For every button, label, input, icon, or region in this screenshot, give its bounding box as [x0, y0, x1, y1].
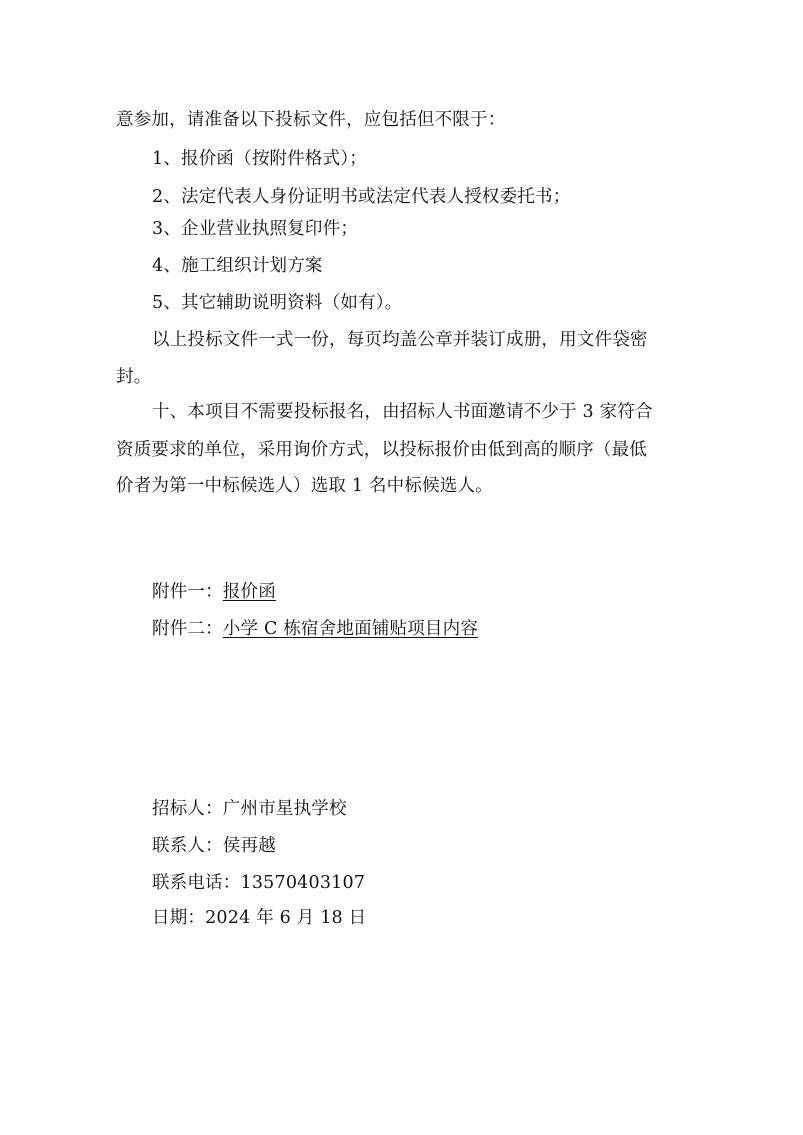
- contact-person-text: 联系人：侯再越: [152, 836, 276, 856]
- sealing-text-line2: 封。: [116, 367, 152, 387]
- clause-10-line3: 价者为第一中标候选人）选取 1 名中标候选人。: [116, 476, 493, 496]
- contact-phone-text: 联系电话：13570403107: [152, 873, 366, 893]
- attachment-1: [152, 580, 276, 604]
- attachment-1-label: 附件一：: [152, 582, 223, 602]
- list-item: 4、施工组织计划方案: [152, 256, 323, 276]
- list-item: 5、其它辅助说明资料（如有）。: [152, 293, 403, 313]
- list-item: 1、报价函（按附件格式）；: [152, 149, 367, 169]
- clause-10-line2: 资质要求的单位，采用询价方式，以投标报价由低到高的顺序（最低: [116, 440, 647, 460]
- date-text: 日期：2024 年 6 月 18 日: [152, 908, 367, 928]
- attachment-2: [152, 617, 478, 641]
- clause-10-line1: 十、本项目不需要投标报名，由招标人书面邀请不少于 3 家符合: [152, 402, 653, 422]
- tenderer-text: 招标人：广州市星执学校: [152, 799, 347, 819]
- list-item: 2、法定代表人身份证明书或法定代表人授权委托书；: [152, 187, 571, 207]
- attachment-1-link[interactable]: 报价函: [222, 582, 276, 602]
- sealing-text-line1: 以上投标文件一式一份，每页均盖公章并装订成册，用文件袋密: [152, 330, 648, 350]
- intro-text: 意参加，请准备以下投标文件，应包括但不限于：: [116, 110, 506, 130]
- attachment-2-link[interactable]: 小学 C 栋宿舍地面铺贴项目内容: [222, 619, 479, 639]
- attachment-2-label: 附件二：: [152, 619, 223, 639]
- list-item: 3、企业营业执照复印件；: [152, 219, 359, 239]
